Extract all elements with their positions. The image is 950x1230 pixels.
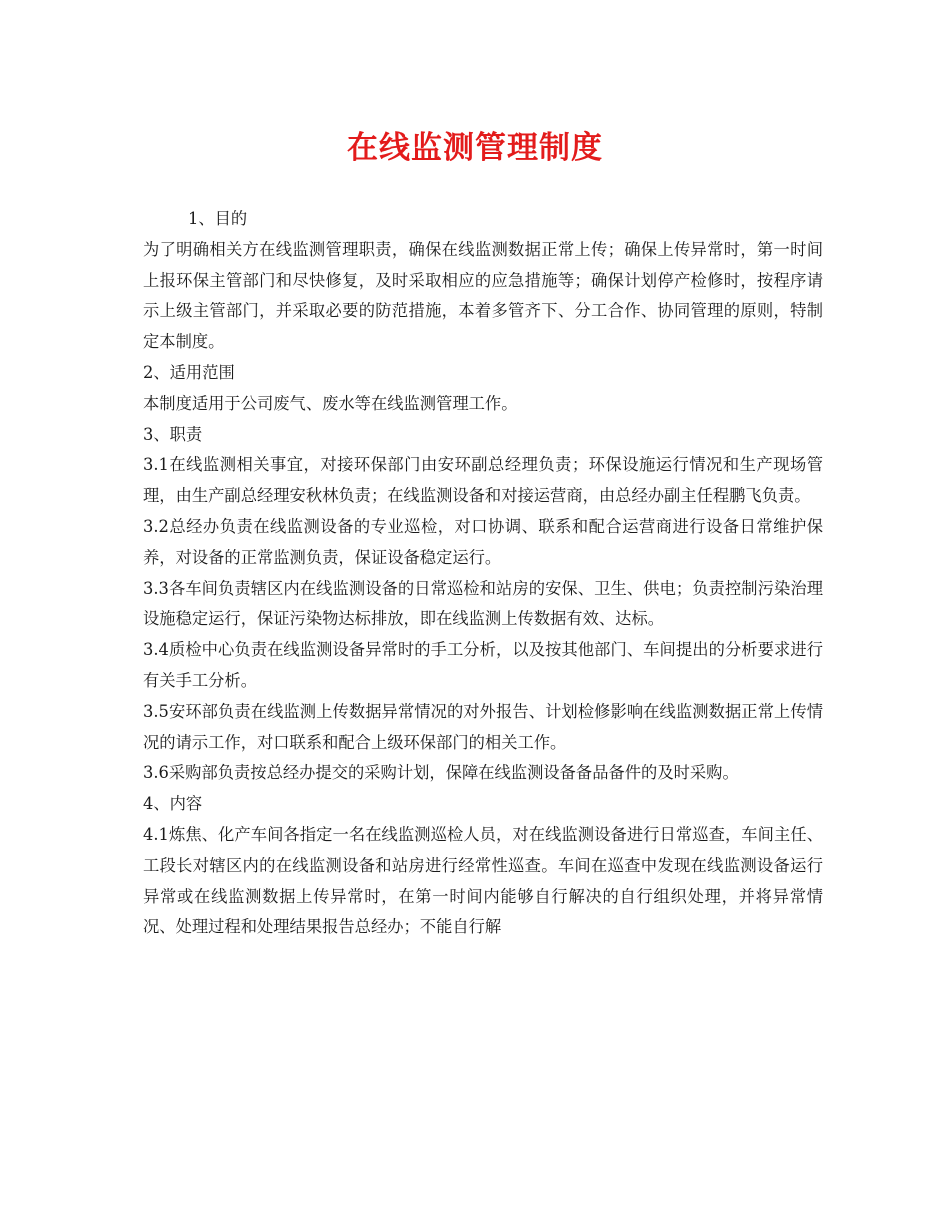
section-heading-scope: 2、适用范围 xyxy=(143,362,235,382)
section-heading-content: 4、内容 xyxy=(143,794,203,814)
paragraph-purpose: 为了明确相关方在线监测管理职责，确保在线监测数据正常上传；确保上传异常时，第一时间上报环保主管部门和尽快修复，及时采取相应的应急措施等；确保计划停产检修时，按程序请示上级主管部门，并采取必要的防范措施，本着多管齐下、分工合作、协同管理的原则，特制定本制度。 xyxy=(143,239,823,352)
paragraph-3-5: 3.5安环部负责在线监测上传数据异常情况的对外报告、计划检修影响在线监测数据正常上传情况的请示工作，对口联系和配合上级环保部门的相关工作。 xyxy=(143,701,823,752)
paragraph-4-1: 4.1炼焦、化产车间各指定一名在线监测巡检人员，对在线监测设备进行日常巡查，车间主任、工段长对辖区内的在线监测设备和站房进行经常性巡查。车间在巡查中发现在线监测设备运行异常或在线监测数据上传异常时，在第一时间内能够自行解决的自行组织处理，并将异常情况、处理过程和处理结果报告总经办；不能自行解 xyxy=(143,824,823,937)
section-heading-responsibilities: 3、职责 xyxy=(143,424,203,444)
paragraph-3-4: 3.4质检中心负责在线监测设备异常时的手工分析，以及按其他部门、车间提出的分析要求进行有关手工分析。 xyxy=(143,640,823,690)
paragraph-3-1: 3.1在线监测相关事宜，对接环保部门由安环副总经理负责；环保设施运行情况和生产现场管理，由生产副总经理安秋林负责；在线监测设备和对接运营商，由总经办副主任程鹏飞负责。 xyxy=(143,455,823,506)
paragraph-scope: 本制度适用于公司废气、废水等在线监测管理工作。 xyxy=(143,393,518,413)
section-heading-purpose: 1、目的 xyxy=(188,209,248,228)
document-title: 在线监测管理制度 xyxy=(347,130,603,166)
document-body xyxy=(143,204,823,943)
paragraph-3-2: 3.2总经办负责在线监测设备的专业巡检，对口协调、联系和配合运营商进行设备日常维护保养，对设备的正常监测负责，保证设备稳定运行。 xyxy=(143,516,823,567)
paragraph-3-6: 3.6采购部负责按总经办提交的采购计划，保障在线监测设备备品备件的及时采购。 xyxy=(143,763,739,783)
paragraph-3-3: 3.3各车间负责辖区内在线监测设备的日常巡检和站房的安保、卫生、供电；负责控制污染治理设施稳定运行，保证污染物达标排放，即在线监测上传数据有效、达标。 xyxy=(143,578,823,629)
